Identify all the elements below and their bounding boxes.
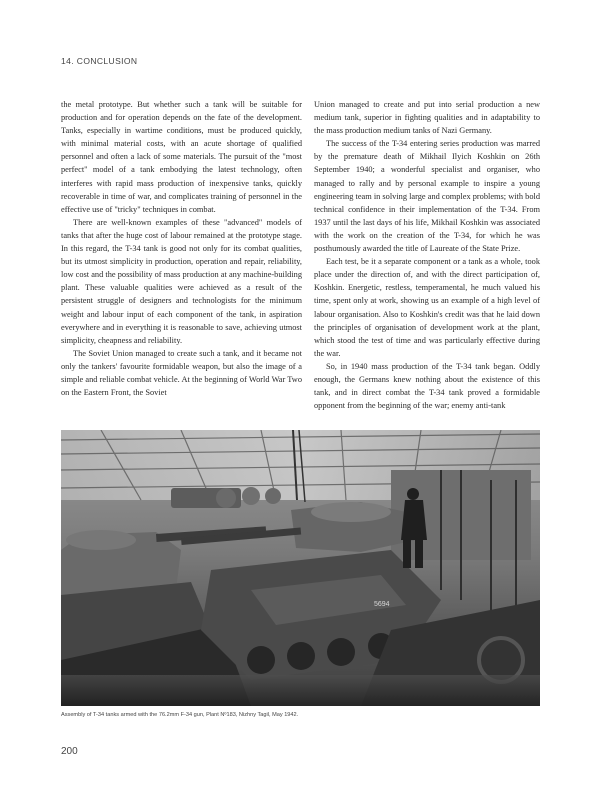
paragraph: The success of the T-34 entering series production was marred by the premature death of Mikhail Ilyich Koshkin on 26th September 1940; a wonderful specialist and organiser, who managed to rally and by personal example to inspire a young engineering team in solving large and complex problems; with bold technical confidence in their implementation of the T-34. From 1937 until the last days of his life, Mikhail Koshkin was associated with the work on the creation of the T-34, for which he was posthumously awarded the title of Laureate of the State Prize. (314, 139, 540, 254)
photo-caption: Assembly of T-34 tanks armed with the 76.2mm F-34 gun, Plant Nº183, Nizhny Tagil, May 1942. (61, 712, 299, 718)
text-column-right (314, 98, 540, 412)
paragraph: So, in 1940 mass production of the T-34 tank began. Oddly enough, the Germans knew nothing about the existence of this tank, and in direct combat the T-34 tank proved a formidable opponent from the beginning of the war; enemy anti-tank (314, 361, 540, 411)
running-head: 14. CONCLUSION (61, 56, 138, 66)
page-number: 200 (61, 746, 78, 757)
hull-number: 5694 (374, 601, 390, 608)
paragraph: the metal prototype. But whether such a tank will be suitable for production and for operation depends on the fate of the development. Tanks, especially in wartime conditions, must be produced quickly, with minimal material costs, with an acute shortage of qualified personnel and often a lack of some materials. The pursuit of the "most perfect" model of a tank embodying the latest technology, often interferes with rapid mass production of inexpensive tanks, quickly recoverable in time of war, and complicates training of personnel in the effective use of "tricky" techniques in combat. (61, 100, 302, 214)
text-column-left (61, 98, 302, 399)
paragraph: Union managed to create and put into serial production a new medium tank, superior in fighting qualities and in adaptability to the mass production medium tanks of Nazi Germany. (314, 100, 540, 136)
paragraph: There are well-known examples of these "advanced" models of tanks that after the huge cost of labour remained at the prototype stage. In this regard, the T-34 tank is good not only for its combat qualities, but its utmost simplicity in production, operation and repair, reliability, low cost and the possibility of mass production at any machine-building plant. These valuable qualities were achieved as a result of the persistent struggle of designers and technologists for the minimum weight and labour input of each component of the tank, in aspiration everywhere and in everything it is reasonable to save, achieving utmost simplicity, cheapness and reliability. (61, 217, 302, 345)
paragraph: The Soviet Union managed to create such a tank, and it became not only the tankers' favourite formidable weapon, but also the image of a simple and reliable combat vehicle. At the beginning of World War Two on the Eastern Front, the Soviet (61, 348, 302, 398)
paragraph: Each test, be it a separate component or a tank as a whole, took place under the direction of, and with the direct participation of, Koshkin. Energetic, restless, temperamental, he much valued his time, spent only at work, showing us an example of a high level of labour organisation. Also to Koshkin's credit was that he laid down the principles of organisation of development work at the plant, which stood the test of time and was particularly effective during the war. (314, 257, 540, 358)
factory-photo (61, 430, 540, 706)
